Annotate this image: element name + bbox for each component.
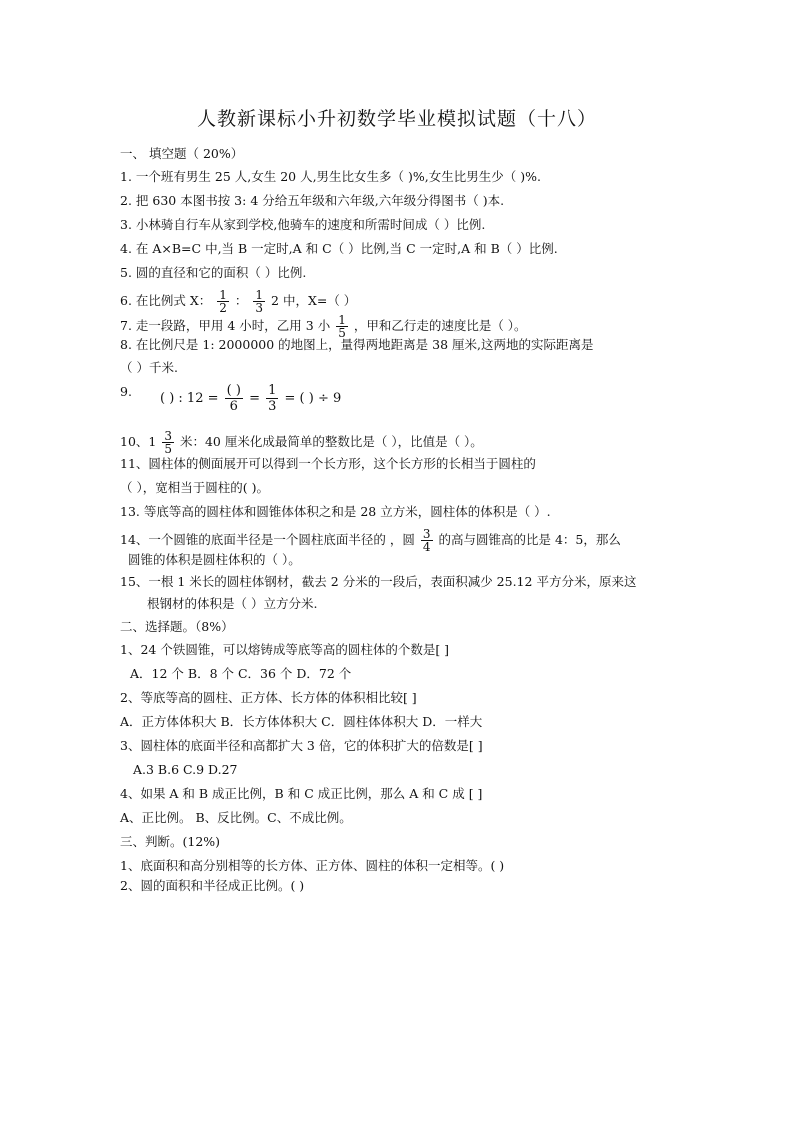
q6-fraction-2-numerator: 1	[255, 288, 264, 302]
q7-fraction	[336, 314, 348, 339]
q14-fraction-denominator: 4	[422, 540, 431, 554]
question-2-3-options: A.3 B.6 C.9 D.27	[133, 762, 238, 777]
question-1-15-line-1: 15、一根 1 米长的圆柱体钢材，截去 2 分米的一段后，表面积减少 25.12 平方分米，原来这	[120, 574, 637, 589]
q10-text-a: 10、1	[120, 434, 157, 449]
question-1-14-line-1	[120, 528, 621, 553]
question-1-11-line-2: （ ），宽相当于圆柱的( )。	[120, 480, 269, 495]
q7-text-a: 7. 走一段路，甲用 4 小时，乙用 3 小	[120, 318, 331, 333]
question-1-9-equation	[160, 383, 341, 414]
q9-equals: =	[249, 391, 260, 406]
page-title: 人教新课标小升初数学毕业模拟试题（十八）	[196, 108, 597, 130]
q9-fraction-2-numerator: 1	[268, 383, 277, 398]
question-3-2: 2、圆的面积和半径成正比例。( )	[120, 878, 305, 893]
q9-fraction-2	[266, 383, 278, 414]
section-1-heading: 一、 填空题（ 20%）	[120, 146, 244, 161]
q6-fraction-1-denominator: 2	[219, 301, 227, 315]
q10-fraction-numerator: 3	[164, 429, 172, 443]
question-1-14-line-2: 圆锥的体积是圆柱体积的（ ）。	[128, 552, 301, 567]
q10-fraction	[162, 430, 174, 455]
question-1-13: 13. 等底等高的圆柱体和圆锥体体积之和是 28 立方米，圆柱体的体积是（ ）.	[120, 504, 551, 519]
q7-text-b: ，甲和乙行走的速度比是（ ）。	[353, 318, 527, 333]
q9-fraction-1	[225, 383, 243, 414]
section-3-heading: 三、判断。(12%)	[120, 834, 221, 849]
question-1-9-label: 9.	[120, 384, 132, 399]
q14-text-b: 的高与圆锥高的比是 4：5，那么	[438, 532, 621, 547]
q6-fraction-1-numerator: 1	[219, 288, 227, 302]
question-2-4: 4、如果 A 和 B 成正比例，B 和 C 成正比例，那么 A 和 C 成 [ ]	[120, 786, 483, 801]
question-2-3: 3、圆柱体的底面半径和高都扩大 3 倍，它的体积扩大的倍数是[ ]	[120, 738, 483, 753]
question-1-15-line-2: 根钢材的体积是（ ）立方分米.	[147, 596, 318, 611]
q6-text-b: 2 中，X=（ ）	[271, 293, 357, 308]
question-1-4: 4. 在 A×B=C 中,当 B 一定时,A 和 C（ ）比例,当 C 一定时,A 和 B（ ）比例.	[120, 241, 558, 256]
q9-fraction-1-numerator: ( )	[226, 383, 241, 398]
question-1-11-line-1: 11、圆柱体的侧面展开可以得到一个长方形，这个长方形的长相当于圆柱的	[120, 456, 536, 471]
q6-ratio-sign: ：	[234, 293, 248, 308]
q6-fraction-1	[217, 289, 229, 314]
q14-fraction	[421, 528, 433, 553]
question-2-2-options: A．正方体体积大 B．长方体体积大 C．圆柱体体积大 D．一样大	[120, 714, 483, 729]
question-1-2: 2. 把 630 本图书按 3: 4 分给五年级和六年级,六年级分得图书（ )本.	[120, 193, 505, 208]
question-1-5: 5. 圆的直径和它的面积（ ）比例.	[120, 265, 307, 280]
question-1-10	[120, 430, 483, 455]
question-3-1: 1、底面积和高分别相等的长方体、正方体、圆柱的体积一定相等。( )	[120, 858, 505, 873]
question-1-8-line-2: （ ）千米.	[120, 360, 178, 375]
question-2-4-options: A、正比例。 B、反比例。C、不成比例。	[120, 810, 352, 825]
q9-text-a: ( ) : 12 =	[160, 391, 219, 406]
q6-fraction-2	[253, 289, 265, 314]
q6-fraction-2-denominator: 3	[255, 301, 264, 315]
q14-fraction-numerator: 3	[422, 527, 431, 541]
q7-fraction-numerator: 1	[338, 313, 346, 327]
q9-text-b: = ( ) ÷ 9	[284, 391, 342, 406]
question-1-3: 3. 小林骑自行车从家到学校,他骑车的速度和所需时间成（ ）比例.	[120, 217, 486, 232]
question-1-8-line-1: 8. 在比例尺是 1: 2000000 的地图上，量得两地距离是 38 厘米,这两地的实际距离是	[120, 337, 594, 352]
question-1-1: 1. 一个班有男生 25 人,女生 20 人,男生比女生多（ )%,女生比男生少（ )%.	[120, 169, 541, 184]
q9-fraction-1-denominator: 6	[229, 399, 238, 414]
q9-fraction-2-denominator: 3	[268, 399, 277, 414]
q6-text-a: 6. 在比例式 X：	[120, 293, 212, 308]
question-1-6	[120, 289, 356, 314]
section-2-heading: 二、选择题。（8%）	[120, 619, 234, 634]
q10-fraction-denominator: 5	[164, 442, 172, 456]
question-2-2: 2、等底等高的圆柱、正方体、长方体的体积相比较[ ]	[120, 690, 417, 705]
question-2-1: 1、24 个铁圆锥，可以熔铸成等底等高的圆柱体的个数是[ ]	[120, 642, 450, 657]
question-2-1-options: A．12 个 B．8 个 C．36 个 D．72 个	[130, 666, 352, 681]
q7-fraction-denominator: 5	[338, 326, 346, 340]
q10-text-b: 米：40 厘米化成最简单的整数比是（ ），比值是（ ）。	[179, 434, 483, 449]
q14-text-a: 14、一个圆锥的底面半径是一个圆柱底面半径的 ，圆	[120, 532, 415, 547]
question-1-7	[120, 314, 527, 339]
